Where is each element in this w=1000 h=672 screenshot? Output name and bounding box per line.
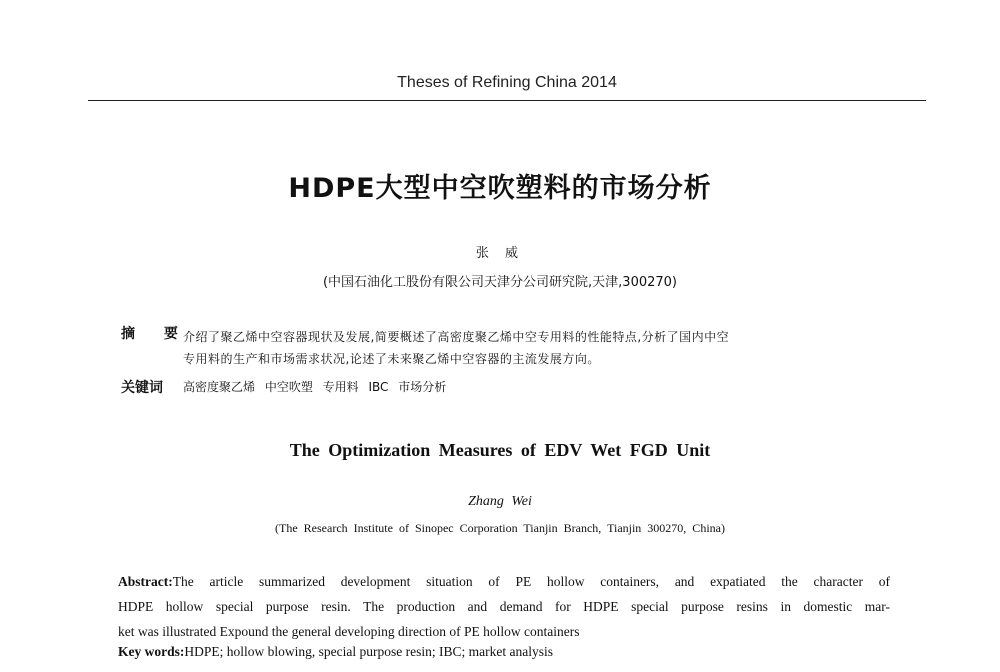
chinese-keywords-label: 关键词 [121, 380, 163, 396]
english-abstract-label: Abstract: [118, 574, 173, 589]
english-abstract-text-1: The article summarized development situation of PE hollow containers, and expatiated the character of [172, 574, 890, 589]
english-affiliation: (The Research Institute of Sinopec Corporation Tianjin Branch, Tianjin 300270, China) [275, 521, 725, 535]
running-header: Theses of Refining China 2014 [397, 74, 617, 91]
english-abstract [118, 569, 890, 644]
chinese-keywords: 高密度聚乙烯 中空吹塑 专用料 IBC 市场分析 [183, 380, 447, 394]
english-title: The Optimization Measures of EDV Wet FGD Unit [289, 440, 711, 460]
english-abstract-line-2: HDPE hollow special purpose resin. The production and demand for HDPE special purpose resins in domestic mar- [118, 599, 890, 614]
english-abstract-line-3: ket was illustrated Expound the general developing direction of PE hollow containers [118, 624, 580, 639]
english-keywords-row [118, 644, 553, 660]
english-keywords: HDPE; hollow blowing, special purpose resin; IBC; market analysis [184, 644, 553, 659]
english-author: Zhang Wei [468, 494, 532, 509]
header-rule [88, 100, 926, 101]
chinese-title: HDPE大型中空吹塑料的市场分析 [288, 173, 712, 204]
english-keywords-label: Key words: [118, 644, 185, 659]
chinese-affiliation: (中国石油化工股份有限公司天津分公司研究院,天津,300270) [322, 275, 678, 290]
chinese-abstract-label: 摘 要 [121, 326, 190, 342]
chinese-abstract-line-1: 介绍了聚乙烯中空容器现状及发展,简要概述了高密度聚乙烯中空专用料的性能特点,分析了国内中空 [183, 330, 730, 344]
chinese-abstract-line-2: 专用料的生产和市场需求状况,论述了未来聚乙烯中空容器的主流发展方向。 [183, 352, 600, 366]
english-abstract-line-1 [118, 569, 890, 594]
chinese-author: 张 威 [475, 246, 525, 261]
